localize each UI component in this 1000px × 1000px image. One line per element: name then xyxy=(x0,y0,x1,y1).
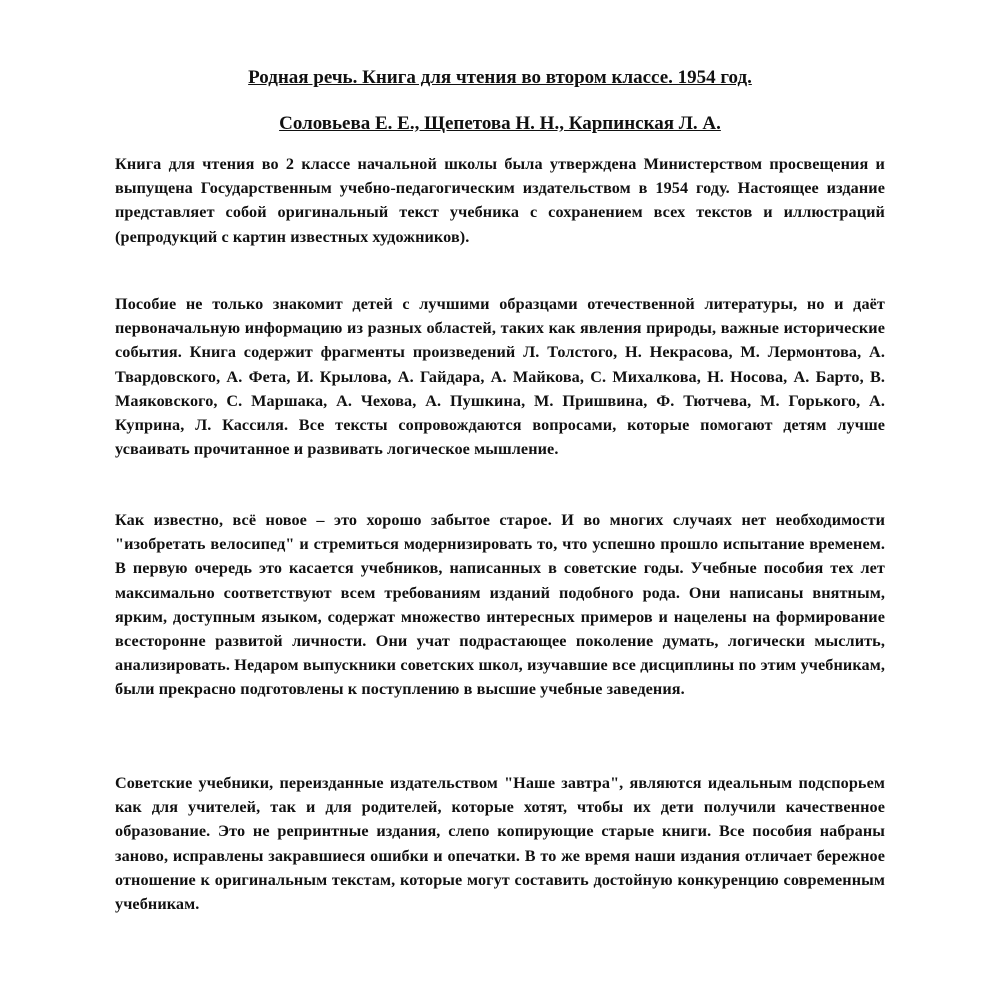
paragraph-soviet-textbooks: Как известно, всё новое – это хорошо забытое старое. И во многих случаях нет необходимости "изобретать велосипед" и стремиться модернизировать то, что успешно прошло испытание временем. В первую очередь это касается учебников, написанных в советские годы. Учебные пособия тех лет максимально соответствуют всем требованиям изданий подобного рода. Они написаны внятным, ярким, доступным языком, содержат множество интересных примеров и нацелены на формирование всесторонне развитой личности. Они учат подрастающее поколение думать, логически мыслить, анализировать. Недаром выпускники советских школ, изучавшие все дисциплины по этим учебникам, были прекрасно подготовлены к поступлению в высшие учебные заведения. xyxy=(115,511,885,699)
paragraph-content: Пособие не только знакомит детей с лучшими образцами отечественной литературы, но и даёт первоначальную информацию из разных областей, таких как явления природы, важные исторические события. Книга содержит фрагменты произведений Л. Толстого, Н. Некрасова, М. Лермонтова, А. Твардовского, А. Фета, И. Крылова, А. Гайдара, А. Майкова, С. Михалкова, Н. Носова, А. Барто, В. Маяковского, С. Маршака, А. Чехова, А. Пушкина, М. Пришвина, Ф. Тютчева, М. Горького, А. Куприна, Л. Кассиля. Все тексты сопровождаются вопросами, которые помогают детям лучше усваивать прочитанное и развивать логическое мышление. xyxy=(115,295,885,459)
document-title: Родная речь. Книга для чтения во втором классе. 1954 год. xyxy=(248,67,752,88)
paragraph-publisher: Советские учебники, переизданные издательством "Наше завтра", являются идеальным подспорьем как для учителей, так и для родителей, которые хотят, чтобы их дети получили качественное образование. Это не репринтные издания, слепо копирующие старые книги. Все пособия набраны заново, исправлены закравшиеся ошибки и опечатки. В то же время наши издания отличает бережное отношение к оригинальным текстам, которые могут составить достойную конкуренцию современным учебникам. xyxy=(115,774,885,914)
document-authors: Соловьева Е. Е., Щепетова Н. Н., Карпинская Л. А. xyxy=(279,113,721,134)
paragraph-approval: Книга для чтения во 2 классе начальной школы была утверждена Министерством просвещения и выпущена Государственным учебно-педагогическим издательством в 1954 году. Настоящее издание представляет собой оригинальный текст учебника с сохранением всех текстов и иллюстраций (репродукций с картин известных художников). xyxy=(115,155,885,246)
